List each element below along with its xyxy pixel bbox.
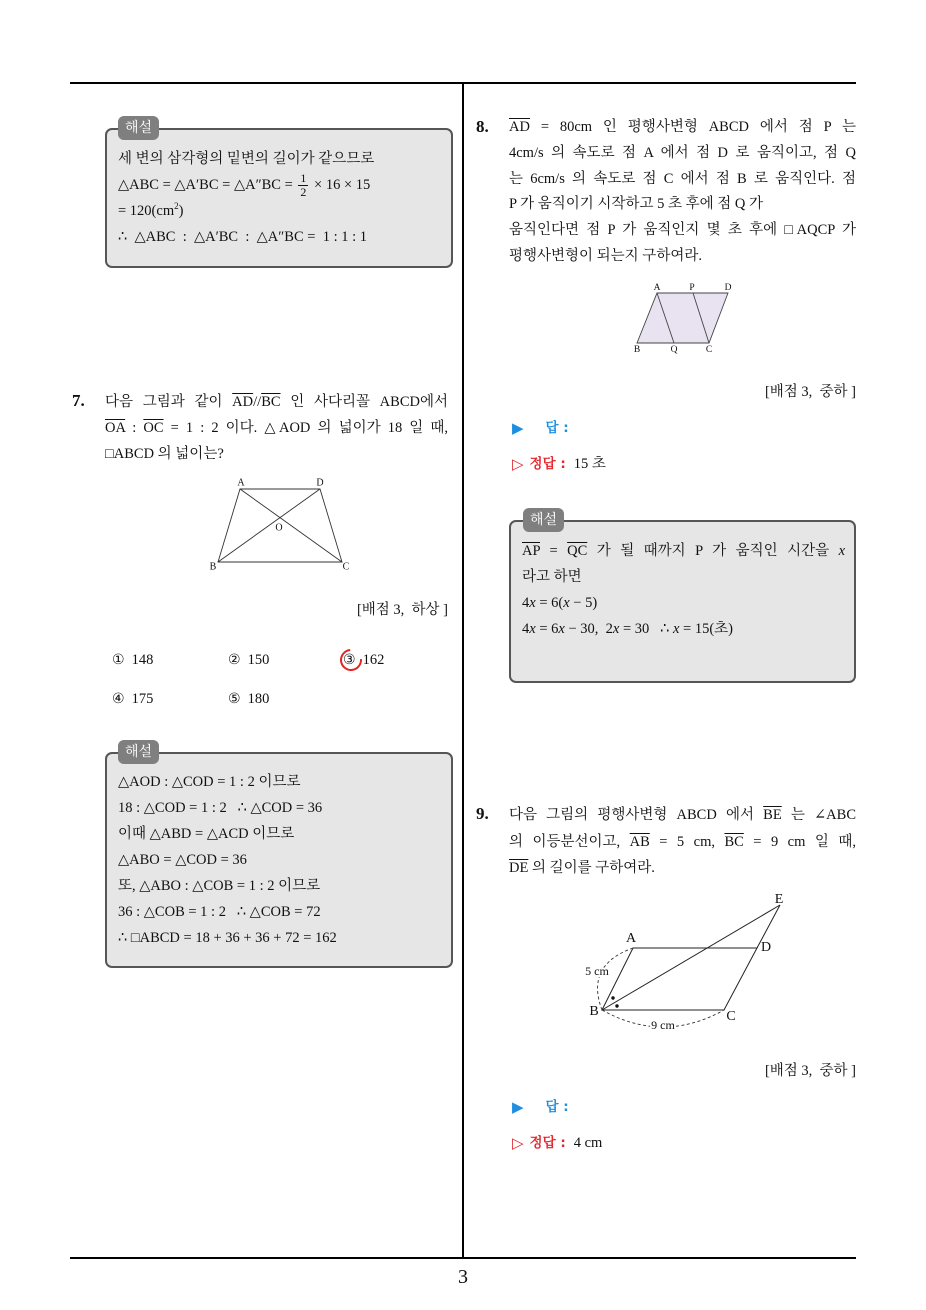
text-run: = 9 cm 일 때,	[743, 833, 856, 850]
vertex-label-a: A	[653, 283, 661, 294]
text-run: 또, △ABO : △COB = 1 : 2 이므로	[118, 878, 321, 894]
text-run: ∴ △ABC : △A′BC : △A″BC = 1 : 1 : 1	[118, 229, 367, 245]
angle-mark-dot-2	[615, 1004, 618, 1007]
text-run: 의 이등분선이고,	[509, 833, 630, 850]
segment-aq	[657, 293, 674, 343]
bisector-be	[602, 905, 780, 1010]
solution-7-text	[118, 769, 443, 951]
text-run: 라고 하면	[522, 569, 582, 585]
vertex-label-c: C	[726, 1009, 736, 1025]
text-run: 평행사변형이 되는지 구하여라.	[509, 247, 702, 264]
overlined-segment: $\overline{OC}$	[143, 420, 164, 436]
text-run: △ABO = △COD = 36	[118, 852, 247, 868]
vertex-label-b: B	[209, 561, 217, 573]
overlined-segment: $\overline{DE}$	[509, 860, 529, 876]
problem-8-text-line-3	[509, 167, 856, 193]
problem-number-8: 8.	[476, 117, 489, 136]
solution-7-text-line-7	[118, 925, 443, 951]
overlined-segment: $\overline{BE}$	[763, 807, 782, 823]
trapezoid-outline	[218, 489, 342, 562]
arc-side-bc	[602, 1010, 724, 1027]
selected-answer-circle	[336, 645, 367, 676]
solution-tab-7: 해설	[118, 740, 159, 764]
solution-6-text	[118, 146, 443, 250]
parallelogram-fill	[637, 293, 728, 343]
choice-1-value: 148	[131, 652, 154, 668]
diagonal-bd	[218, 489, 320, 562]
text-run: × 16 × 15	[310, 177, 371, 193]
vertex-label-a: A	[237, 477, 245, 489]
solution-8-text-line-4	[522, 616, 845, 642]
choice-3[interactable]	[343, 647, 384, 673]
choice-5[interactable]	[228, 686, 269, 712]
overlined-segment: $\overline{AD}$	[232, 394, 254, 410]
text-run: 다음 그림과 같이	[105, 394, 233, 410]
fraction	[298, 173, 308, 198]
solution-7-text-line-1	[118, 769, 443, 795]
math-variable: x	[672, 621, 680, 637]
text-run: P 가 움직이기 시작하고 5 초 후에 점 Q 가	[509, 196, 763, 213]
text-run: 인 사다리꼴 ABCD에서	[280, 394, 448, 410]
correct-answer-value-8: 15 초	[573, 456, 606, 472]
solution-6-text-line-1	[118, 146, 443, 172]
text-run: 는 6cm/s 의 속도로 점 C 에서 점 B 로 움직인다. 점	[509, 170, 856, 187]
answer-row-9	[512, 1094, 797, 1120]
text-run: = 5 cm,	[649, 833, 725, 850]
answer-row-8	[512, 415, 797, 441]
text-run: △AOD : △COD = 1 : 2 이므로	[118, 774, 301, 790]
solution-7-text-line-6	[118, 899, 443, 925]
solution-6-text-line-2	[118, 172, 443, 198]
vertex-label-d: D	[724, 283, 732, 294]
text-run: 18 : △COD = 1 : 2 ∴ △COD = 36	[118, 800, 323, 816]
vertex-label-d: D	[316, 477, 324, 489]
column-divider	[462, 82, 464, 1258]
text-run: = 80cm 인 평행사변형 ABCD 에서 점 P 는	[529, 119, 856, 135]
point-label-q: Q	[670, 345, 678, 356]
solution-8-text	[522, 538, 845, 642]
page-number: 3	[458, 1266, 468, 1288]
text-run: 다음 그림의 평행사변형 ABCD 에서	[509, 807, 764, 823]
choice-1-number: ①	[112, 652, 125, 668]
overlined-segment: $\overline{BC}$	[261, 394, 281, 410]
text-run: 가 될 때까지 P 가 움직인 시간을	[587, 543, 839, 559]
figure-trapezoid	[210, 477, 350, 572]
overlined-segment: $\overline{BC}$	[724, 833, 744, 850]
problem-7-text-line-2	[105, 415, 448, 441]
text-run: = 30 ∴	[619, 621, 673, 637]
solution-6-text-line-4	[118, 224, 443, 250]
text-run: ∴ □ABCD = 18 + 36 + 36 + 72 = 162	[118, 930, 337, 946]
text-run: 움직인다면 점 P 가 움직인지 몇 초 후에 □AQCP 가	[509, 222, 856, 239]
vertex-label-a: A	[625, 931, 637, 947]
choice-4-number: ④	[112, 691, 125, 707]
vertex-label-c: C	[342, 561, 350, 573]
problem-7-text-line-1	[105, 389, 448, 415]
math-variable: x	[838, 543, 845, 559]
filled-triangle-icon: ▶	[512, 419, 524, 437]
diagonal-ac	[240, 489, 342, 562]
angle-mark-dot-1	[611, 996, 614, 999]
problem-8-text-line-6	[509, 244, 856, 270]
side-length-ab: 5 cm	[585, 963, 609, 978]
solution-8-text-line-1	[522, 538, 845, 564]
solution-6-text-line-3	[118, 198, 443, 224]
answer-label-9: 답 :	[545, 1099, 569, 1115]
outline-triangle-icon: ▷	[512, 1134, 524, 1152]
overlined-segment: $\overline{OA}$	[105, 420, 126, 436]
solution-8-text-line-3	[522, 590, 845, 616]
choice-1[interactable]	[112, 647, 153, 673]
text-run: 세 변의 삼각형의 밑변의 길이가 같으므로	[118, 151, 375, 167]
overlined-segment: $\overline{AD}$	[509, 119, 530, 135]
text-run: = 6	[535, 621, 559, 637]
text-run: 4	[522, 621, 530, 637]
vertex-label-b: B	[633, 345, 641, 356]
vertex-label-b: B	[589, 1004, 599, 1020]
answer-blank-9[interactable]	[577, 1096, 797, 1118]
text-run: △ABC = △A′BC = △A″BC =	[118, 177, 297, 193]
overlined-segment: $\overline{QC}$	[567, 543, 588, 559]
vertex-label-c: C	[705, 345, 713, 356]
text-run: = 120(cm	[118, 203, 175, 219]
problem-number-7: 7.	[72, 391, 85, 410]
point-label-e: E	[774, 892, 784, 908]
problem-8-text-line-5	[509, 218, 856, 244]
problem-9-text-line-3	[509, 855, 856, 882]
vertex-label-d: D	[760, 940, 772, 956]
text-run: □ABCD 의 넓이는?	[105, 446, 224, 462]
superscript: 2	[174, 201, 179, 211]
text-run: 4cm/s 의 속도로 점 A 에서 점 D 로 움직이고, 점 Q	[509, 144, 856, 161]
segment-pc	[693, 293, 709, 343]
text-run: :	[125, 420, 144, 436]
side-length-bc: 9 cm	[651, 1017, 675, 1032]
text-run: − 30, 2	[564, 621, 613, 637]
text-run: − 5)	[569, 595, 598, 611]
problem-8-text-line-2	[509, 141, 856, 167]
text-run: 36 : △COB = 1 : 2 ∴ △COB = 72	[118, 904, 321, 920]
problem-9-text-line-2	[509, 829, 856, 856]
problem-7-score: [배점 3, 하상 ]	[356, 602, 448, 618]
answer-label-8: 답 :	[545, 420, 569, 436]
correct-answer-label-8: 정답 :	[529, 456, 566, 472]
text-run: )	[178, 203, 184, 219]
bottom-rule	[70, 1257, 856, 1259]
correct-answer-row-9	[512, 1130, 602, 1156]
solution-7-text-line-2	[118, 795, 443, 821]
solution-tab-6: 해설	[118, 116, 159, 140]
point-label-p: P	[689, 283, 695, 294]
math-variable: x	[529, 621, 536, 637]
point-label-o: O	[275, 522, 283, 534]
text-run: 는 ∠ABC	[781, 807, 856, 823]
choice-4-value: 175	[131, 691, 154, 707]
parallelogram-outline	[602, 948, 757, 1010]
problem-7-text-line-3	[105, 441, 448, 467]
math-variable: x	[612, 621, 620, 637]
problem-8-score: [배점 3, 중하 ]	[764, 384, 856, 400]
solution-tab-8: 해설	[523, 508, 564, 532]
text-run: 의 길이를 구하여라.	[528, 860, 655, 876]
fraction-numerator: 1	[300, 171, 307, 186]
choice-2-number: ②	[228, 652, 241, 668]
answer-blank-8[interactable]	[577, 417, 797, 439]
choice-5-value: 180	[247, 691, 270, 707]
text-run: = 15(초)	[679, 621, 733, 637]
problem-8-text	[509, 115, 856, 270]
choice-3-number: ③	[343, 652, 356, 668]
fraction-denominator: 2	[300, 185, 307, 200]
correct-answer-row-8	[512, 451, 606, 477]
problem-8-text-line-1	[509, 115, 856, 141]
problem-9-score: [배점 3, 중하 ]	[764, 1063, 856, 1079]
arc-side-ab	[598, 948, 633, 1010]
correct-answer-value-9: 4 cm	[573, 1135, 603, 1151]
problem-9-text-line-1	[509, 802, 856, 829]
choice-2[interactable]	[228, 647, 269, 673]
filled-triangle-icon: ▶	[512, 1098, 524, 1116]
choice-4[interactable]	[112, 686, 153, 712]
solution-7-text-line-4	[118, 847, 443, 873]
figure-parallelogram-pq	[634, 283, 732, 355]
math-variable: x	[529, 595, 536, 611]
text-run: 이때 △ABD = △ACD 이므로	[118, 826, 295, 842]
correct-answer-label-9: 정답 :	[529, 1135, 566, 1151]
overlined-segment: $\overline{AB}$	[629, 833, 650, 850]
choice-5-number: ⑤	[228, 691, 241, 707]
text-run: 4	[522, 595, 530, 611]
overlined-segment: $\overline{AP}$	[522, 543, 540, 559]
solution-7-text-line-3	[118, 821, 443, 847]
text-run: =	[540, 543, 568, 559]
problem-number-9: 9.	[476, 804, 489, 823]
text-run: //	[253, 394, 262, 410]
outline-triangle-icon: ▷	[512, 455, 524, 473]
math-variable: x	[558, 621, 565, 637]
problem-9-text	[509, 802, 856, 882]
extension-de	[757, 905, 780, 948]
figure-parallelogram-bisector	[585, 892, 783, 1032]
text-run: = 1 : 2 이다. △AOD 의 넓이가 18 일 때,	[163, 420, 448, 436]
solution-7-text-line-5	[118, 873, 443, 899]
choice-3-value: 162	[362, 652, 385, 668]
solution-8-text-line-2	[522, 564, 845, 590]
text-run: = 6(	[535, 595, 564, 611]
problem-8-text-line-4	[509, 192, 856, 218]
problem-7-text	[105, 389, 448, 467]
math-variable: x	[563, 595, 570, 611]
choice-2-value: 150	[247, 652, 270, 668]
